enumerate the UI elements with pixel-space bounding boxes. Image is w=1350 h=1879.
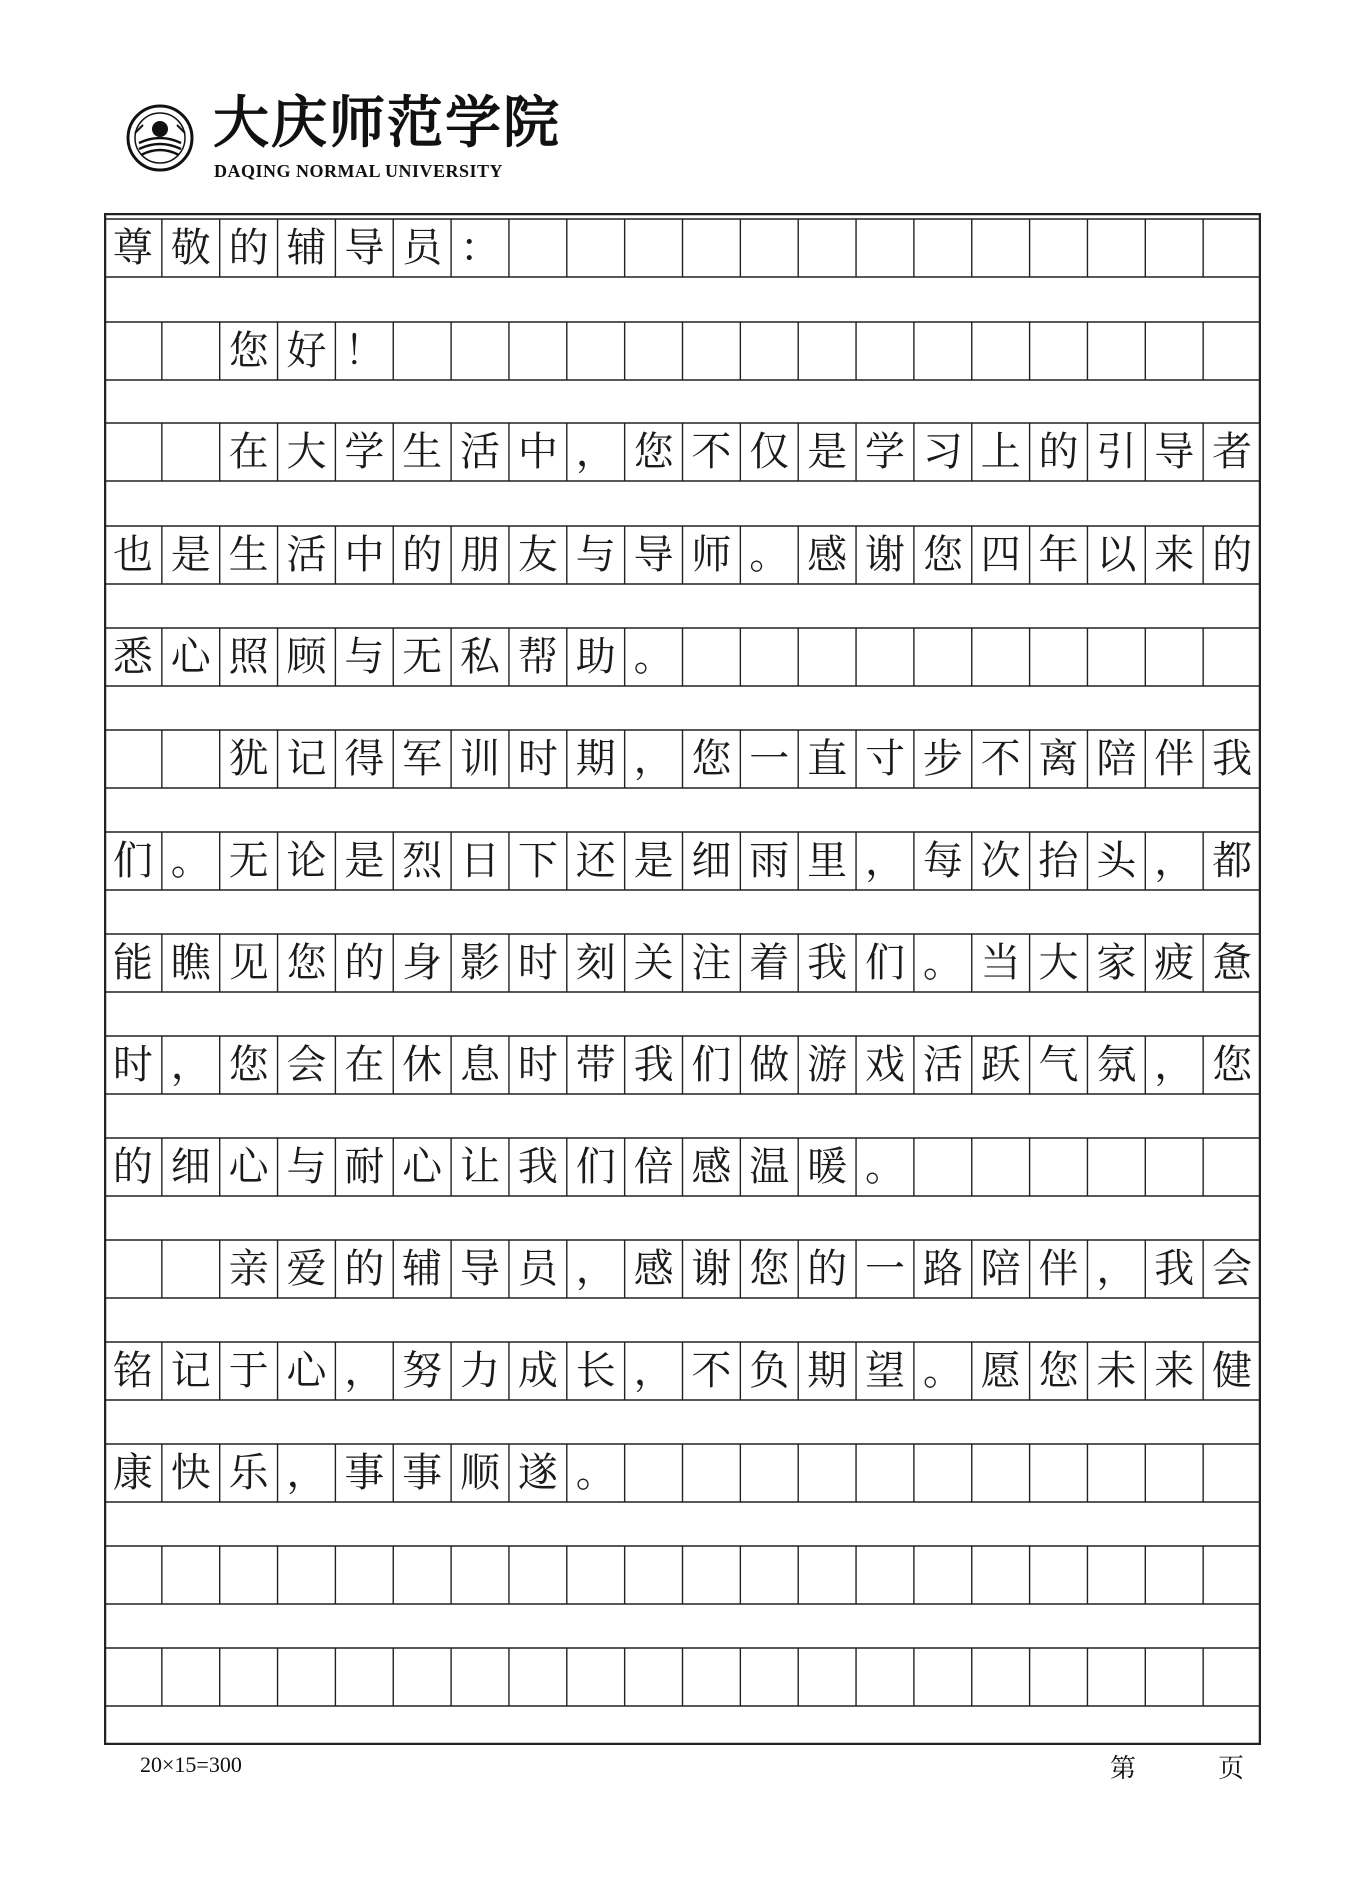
grid-character: 跃 — [980, 1042, 1021, 1088]
grid-character: 们 — [864, 940, 905, 986]
grid-character: 敬 — [170, 225, 211, 271]
grid-character: 力 — [460, 1348, 501, 1394]
grid-character: 辅 — [286, 225, 327, 271]
grid-character: ， — [170, 1042, 211, 1088]
grid-character: ： — [460, 225, 501, 271]
grid-character: 们 — [112, 838, 153, 884]
grid-character: 您 — [286, 940, 327, 986]
grid-character: 。 — [922, 940, 963, 986]
letter-line — [104, 219, 1261, 277]
grid-character: 您 — [691, 736, 732, 782]
grid-character — [104, 730, 162, 788]
grid-character: 我 — [633, 1042, 674, 1088]
grid-character: 烈 — [402, 838, 443, 884]
grid-character: 心 — [170, 634, 211, 680]
grid-character: 私 — [460, 634, 501, 680]
grid-character: 得 — [344, 736, 385, 782]
grid-character: 。 — [749, 532, 790, 578]
grid-character: 。 — [922, 1348, 963, 1394]
grid-character: 的 — [1212, 532, 1253, 578]
grid-character: 员 — [517, 1246, 558, 1292]
grid-character: 生 — [402, 429, 443, 475]
grid-character: 时 — [517, 1042, 558, 1088]
grid-character: 者 — [1212, 429, 1253, 475]
grid-character: 未 — [1096, 1348, 1137, 1394]
grid-character: 四 — [980, 532, 1021, 578]
grid-character: 您 — [633, 429, 674, 475]
grid-character: 注 — [691, 940, 732, 986]
grid-character: 于 — [228, 1348, 269, 1394]
grid-character: 朋 — [460, 532, 501, 578]
grid-character: 路 — [922, 1246, 963, 1292]
grid-character: 是 — [633, 838, 674, 884]
grid-character: 会 — [286, 1042, 327, 1088]
grid-character: 活 — [922, 1042, 963, 1088]
grid-character: 与 — [286, 1144, 327, 1190]
grid-character: 直 — [807, 736, 848, 782]
grid-character: 不 — [980, 736, 1021, 782]
grid-character: 步 — [922, 736, 963, 782]
grid-character: 是 — [170, 532, 211, 578]
grid-character: 陪 — [1096, 736, 1137, 782]
grid-character: 铭 — [112, 1348, 153, 1394]
grid-character: 感 — [807, 532, 848, 578]
grid-character: 的 — [344, 1246, 385, 1292]
grid-character — [162, 1240, 220, 1298]
grid-character: 离 — [1038, 736, 1079, 782]
letter-line — [104, 423, 1261, 481]
grid-character: 上 — [980, 429, 1021, 475]
grid-character: ， — [575, 1246, 616, 1292]
grid-character: 的 — [402, 532, 443, 578]
grid-character: 疲 — [1154, 940, 1195, 986]
grid-count-label: 20×15=300 — [140, 1752, 242, 1777]
grid-character: 是 — [807, 429, 848, 475]
grid-character: 陪 — [980, 1246, 1021, 1292]
grid-character: 也 — [112, 532, 153, 578]
grid-character: 休 — [402, 1042, 443, 1088]
letter-line — [104, 1444, 1261, 1502]
grid-character: 尊 — [112, 225, 153, 271]
grid-character: 您 — [749, 1246, 790, 1292]
grid-character: ， — [575, 429, 616, 475]
grid-character: ， — [1096, 1246, 1137, 1292]
grid-character: 下 — [517, 838, 558, 884]
grid-character: 的 — [228, 225, 269, 271]
grid-character: 您 — [1038, 1348, 1079, 1394]
grid-character: 感 — [633, 1246, 674, 1292]
grid-character: 来 — [1154, 1348, 1195, 1394]
grid-character: 顾 — [286, 634, 327, 680]
grid-character: 一 — [864, 1246, 905, 1292]
grid-character: 心 — [402, 1144, 443, 1190]
grid-character: 头 — [1096, 838, 1137, 884]
grid-character: 快 — [170, 1450, 211, 1496]
grid-character: 不 — [691, 429, 732, 475]
grid-character: 您 — [922, 532, 963, 578]
grid-character: 习 — [922, 429, 963, 475]
grid-character: 导 — [1154, 429, 1195, 475]
grid-character: 。 — [170, 838, 211, 884]
grid-character: ， — [633, 1348, 674, 1394]
letter-line — [104, 1240, 1261, 1298]
grid-character: 望 — [864, 1348, 905, 1394]
grid-character: 细 — [170, 1144, 211, 1190]
grid-character: 游 — [807, 1042, 848, 1088]
grid-character — [104, 1240, 162, 1298]
grid-character: 日 — [460, 838, 501, 884]
page-label-left: 第 — [1110, 1754, 1137, 1784]
grid-character: 温 — [749, 1144, 790, 1190]
grid-character: 员 — [402, 225, 443, 271]
grid-character: 会 — [1212, 1246, 1253, 1292]
grid-character: 顺 — [460, 1450, 501, 1496]
grid-character: 中 — [344, 532, 385, 578]
grid-character: 着 — [749, 940, 790, 986]
grid-character: 谢 — [691, 1246, 732, 1292]
grid-character: 。 — [864, 1144, 905, 1190]
grid-character: 时 — [517, 736, 558, 782]
grid-character: 耐 — [344, 1144, 385, 1190]
grid-character: 影 — [460, 940, 501, 986]
grid-character: 期 — [807, 1348, 848, 1394]
grid-character — [104, 322, 162, 380]
grid-character — [104, 423, 162, 481]
grid-character: 无 — [228, 838, 269, 884]
grid-character: 时 — [112, 1042, 153, 1088]
page-number-label — [1110, 1748, 1245, 1785]
grid-character: 息 — [460, 1042, 501, 1088]
grid-character: 瞧 — [170, 940, 211, 986]
letter-line — [104, 730, 1261, 788]
grid-character: 家 — [1096, 940, 1137, 986]
letter-line — [104, 832, 1261, 890]
grid-character: 每 — [922, 838, 963, 884]
grid-character: 带 — [575, 1042, 616, 1088]
grid-character: 您 — [228, 328, 269, 374]
page-label-right: 页 — [1218, 1754, 1245, 1784]
grid-character: 活 — [460, 429, 501, 475]
grid-character: 爱 — [286, 1246, 327, 1292]
grid-character: 亲 — [228, 1246, 269, 1292]
grid-character: 刻 — [575, 940, 616, 986]
grid-character: 的 — [344, 940, 385, 986]
grid-character: 伴 — [1154, 736, 1195, 782]
grid-character: 帮 — [517, 634, 558, 680]
grid-character: 做 — [749, 1042, 790, 1088]
university-name-chinese: 大庆师范学院 — [213, 90, 561, 156]
grid-character: 引 — [1096, 429, 1137, 475]
grid-character: 里 — [807, 838, 848, 884]
university-name-english: DAQING NORMAL UNIVERSITY — [214, 161, 504, 181]
grid-character: 我 — [1212, 736, 1253, 782]
grid-character: 不 — [691, 1348, 732, 1394]
university-header — [125, 90, 561, 190]
grid-character: 。 — [575, 1450, 616, 1496]
grid-character: 悉 — [112, 634, 153, 680]
grid-character: 我 — [1154, 1246, 1195, 1292]
grid-character: 惫 — [1212, 940, 1253, 986]
grid-character: 暖 — [807, 1144, 848, 1190]
grid-character: 犹 — [228, 736, 269, 782]
grid-character — [162, 423, 220, 481]
grid-character: 雨 — [749, 838, 790, 884]
grid-character: 活 — [286, 532, 327, 578]
grid-character: 大 — [1038, 940, 1079, 986]
grid-character: ， — [344, 1348, 385, 1394]
letter-line — [104, 1546, 1261, 1604]
grid-character: ， — [1154, 838, 1195, 884]
grid-character: 当 — [980, 940, 1021, 986]
university-emblem-icon — [125, 103, 195, 173]
grid-character: ！ — [344, 328, 385, 374]
grid-character: 身 — [402, 940, 443, 986]
grid-character: 记 — [286, 736, 327, 782]
grid-character: 都 — [1212, 838, 1253, 884]
grid-character: 气 — [1038, 1042, 1079, 1088]
grid-character: 。 — [633, 634, 674, 680]
grid-character: 生 — [228, 532, 269, 578]
grid-character — [162, 730, 220, 788]
grid-character: 让 — [460, 1144, 501, 1190]
grid-character: 导 — [633, 532, 674, 578]
grid-character: 学 — [864, 429, 905, 475]
grid-character: 导 — [460, 1246, 501, 1292]
grid-character: 师 — [691, 532, 732, 578]
grid-character: 能 — [112, 940, 153, 986]
grid-character: 的 — [807, 1246, 848, 1292]
grid-character: 在 — [344, 1042, 385, 1088]
grid-character: 负 — [749, 1348, 790, 1394]
grid-character: ， — [864, 838, 905, 884]
grid-character: 训 — [460, 736, 501, 782]
grid-character: 次 — [980, 838, 1021, 884]
grid-character: 见 — [228, 940, 269, 986]
grid-character: 长 — [575, 1348, 616, 1394]
grid-character: 事 — [402, 1450, 443, 1496]
grid-character: 细 — [691, 838, 732, 884]
grid-character: 乐 — [228, 1450, 269, 1496]
grid-character: 感 — [691, 1144, 732, 1190]
grid-character: 成 — [517, 1348, 558, 1394]
grid-character: 康 — [112, 1450, 153, 1496]
grid-character: 倍 — [633, 1144, 674, 1190]
grid-character: 学 — [344, 429, 385, 475]
grid-character: 们 — [575, 1144, 616, 1190]
letter-line — [104, 628, 1261, 686]
grid-character: 谢 — [864, 532, 905, 578]
grid-character: 期 — [575, 736, 616, 782]
grid-character: 您 — [1212, 1042, 1253, 1088]
letter-line — [104, 1342, 1261, 1400]
grid-character: 的 — [112, 1144, 153, 1190]
grid-character: 氛 — [1096, 1042, 1137, 1088]
grid-character: 是 — [344, 838, 385, 884]
grid-character: 大 — [286, 429, 327, 475]
grid-character: 一 — [749, 736, 790, 782]
letter-line — [104, 526, 1261, 584]
grid-character: 助 — [575, 634, 616, 680]
grid-character: ， — [286, 1450, 327, 1496]
letter-line — [104, 1648, 1261, 1706]
grid-character: 与 — [344, 634, 385, 680]
letter-line — [104, 934, 1261, 992]
grid-character: 戏 — [864, 1042, 905, 1088]
grid-character: 年 — [1038, 532, 1079, 578]
grid-character: 努 — [402, 1348, 443, 1394]
grid-character: 事 — [344, 1450, 385, 1496]
grid-character: 以 — [1096, 532, 1137, 578]
grid-character: 关 — [633, 940, 674, 986]
grid-character: 愿 — [980, 1348, 1021, 1394]
grid-character: 我 — [517, 1144, 558, 1190]
grid-character: 无 — [402, 634, 443, 680]
grid-character: 心 — [286, 1348, 327, 1394]
grid-character: 抬 — [1038, 838, 1079, 884]
grid-character: 时 — [517, 940, 558, 986]
grid-character: 我 — [807, 940, 848, 986]
grid-character: 友 — [517, 532, 558, 578]
grid-character: 在 — [228, 429, 269, 475]
grid-character: 健 — [1212, 1348, 1253, 1394]
grid-character: 们 — [691, 1042, 732, 1088]
grid-character: 军 — [402, 736, 443, 782]
letter-line — [104, 1036, 1261, 1094]
grid-character: 遂 — [517, 1450, 558, 1496]
grid-character: 的 — [1038, 429, 1079, 475]
grid-character: 还 — [575, 838, 616, 884]
grid-character — [162, 322, 220, 380]
grid-character: ， — [633, 736, 674, 782]
grid-character: 好 — [286, 328, 327, 374]
grid-character: 心 — [228, 1144, 269, 1190]
grid-character: 您 — [228, 1042, 269, 1088]
grid-character: 照 — [228, 634, 269, 680]
letter-line — [104, 322, 1261, 380]
grid-character: 记 — [170, 1348, 211, 1394]
grid-character: 寸 — [864, 736, 905, 782]
grid-character: ， — [1154, 1042, 1195, 1088]
grid-character: 仅 — [749, 429, 790, 475]
grid-character: 伴 — [1038, 1246, 1079, 1292]
grid-character: 导 — [344, 225, 385, 271]
grid-character: 中 — [517, 429, 558, 475]
grid-character: 论 — [286, 838, 327, 884]
letter-line — [104, 1138, 1261, 1196]
grid-character: 辅 — [402, 1246, 443, 1292]
grid-character: 与 — [575, 532, 616, 578]
grid-character: 来 — [1154, 532, 1195, 578]
